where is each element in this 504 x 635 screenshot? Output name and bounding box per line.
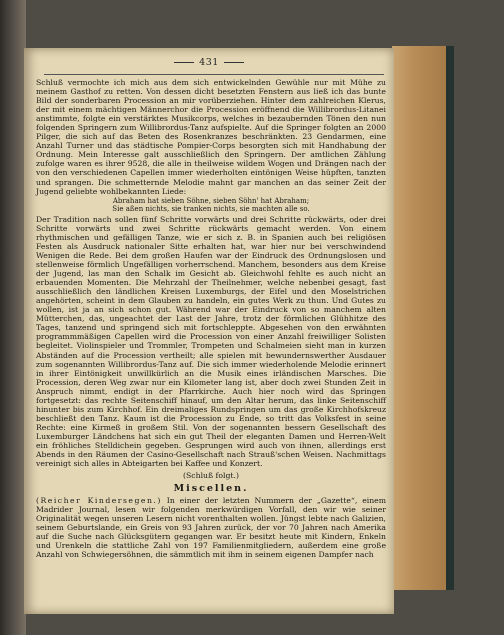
section-heading: Miscellen. [173, 483, 249, 495]
continued-note: (Schluß folgt.) [183, 471, 239, 481]
page-text [36, 78, 386, 559]
book-page-block [392, 46, 454, 590]
entry-body: In einer der letzten Nummern der „Gazette“, einem Madrider Journal, lesen wir folgenden merkwürdigen Vorfall, den wir wie seiner Originalität wegen unseren Lesern nicht vorenthalten wollen. Jüngst lebte nach Galizien, seinem Geburtslande, ein Greis von 93 Jahren zurück, der vor 70 Jahren nach Amerika auf die Suche nach Glücksgütern gegangen war. Er besitzt heute mit Kindern, Enkeln und Urenkeln die stattliche Zahl von 197 Familienmitgliedern, außerdem eine große Anzahl von Schwiegersöhnen, die sämmtlich mit ihm in seinem eigenen Dampfer nach [36, 496, 386, 560]
verse-line: Sie aßen nichts, sie tranken nichts, sie machten alle so. [112, 205, 310, 214]
header-rule [44, 74, 384, 75]
miscellany-entry [36, 496, 386, 559]
body-paragraph: Der Tradition nach sollen fünf Schritte vorwärts und drei Schritte rückwärts, oder drei Schritte vorwärts und zwei Schritte rückwärts gemacht werden. Von einem rhythmischen und gefälligen Tanze, wie er sich z. B. in Spanien auch bei religiösen Festen als Ausdruck nationaler Sitte erhalten hat, war hier nur bei verschwindend Wenigen die Rede. Bei dem großen Haufen war der Eindruck des Ordnungslosen und stellenweise förmlich Ungefälligen vorherrschend. Manchem, besonders aus dem Kreise der Jugend, las man den Schalk im Gesicht ab. Gleichwohl fehlte es auch nicht an erbauenden Momenten. Die Mehrzahl der Theilnehmer, welche nebenbei gesagt, fast ausschließlich den ländlichen Kreisen Luxemburgs, der Eifel und den Moselstrichen angehörten, scheint in dem Glauben zu handeln, ein gutes Werk zu thun. Und Gutes zu wollen, ist ja an sich schon gut. Während war der Eindruck von so manchem alten Mütterchen, das, ungeachtet der Last der Jahre, trotz der förmlichen Glühhitze des Tages, tanzend und springend sich mit fortschleppte. Abgesehen von den erwähnten programmmäßigen Capellen wird die Procession von einer Anzahl freiwilliger Solisten begleitet. Violinspieler und Trommler, Trompeten und Schalmeien sieht man in kurzen Abständen auf die Procession vertheilt; alle spielen mit bewundernswerther Ausdauer zum sogenannten Willibrordus-Tanz auf. Die sich immer wiederholende Melodie erinnert in ihrer Eintönigkeit unwillkürlich an die Musik eines irländischen Marsches. Die Procession, deren Weg zwar nur ein Kilometer lang ist, aber doch zwei Stunden Zeit in Anspruch nimmt, endigt in der Pfarrkirche. Auch hier noch wird das Springen fortgesetzt: das rechte Seitenschiff hinauf, um den Altar herum, das linke Seitenschiff hinunter bis zum Kirchhof. Ein dreimaliges Rundspringen um das große Kirchhofskreuz beschließt den Tanz. Kaum ist die Procession zu Ende, so tritt das Volksfest in seine Rechte: eine Kirmeß in großem Stil. Von der sogenannten bessern Gesellschaft des Luxemburger Ländchens hat sich ein gut Theil der eleganten Damen und Herren-Welt ein fröhliches Stelldichein gegeben. Gesprungen wird auch von ihnen, allerdings erst Abends in den Räumen der Casino-Gesellschaft nach Strauß'schen Weisen. Nachmittags vereinigt sich alles in Abteigarten bei Kaffee und Konzert. [36, 214, 386, 469]
body-paragraph: Schluß vermochte ich mich aus dem sich entwickelnden Gewühle nur mit Mühe zu meinem Gasthof zu retten. Von dessen dicht besetzten Fenstern aus ließ ich das bunte Bild der sonderbaren Procession an mir vorüberziehen. Hinter dem zahlreichen Klerus, der mit einem mächtigen Männerchor die Procession eröffnend die Willibrordus-Litanei anstimmte, folgte ein verstärktes Musikcorps, welches in bezaubernden Tönen den nun folgenden Springern zum Willibrordus-Tanz aufspielte. Auf die Springer folgten an 2000 Pilger, die sich auf das Beten des Rosenkranzes beschränkten. 23 Gendarmen, eine Anzahl Turner und das städtische Pompier-Corps besorgten sich mit Handhabung der Ordnung. Mein Interesse galt ausschließlich den Springern. Der amtlichen Zählung zufolge waren es ihrer 9528, die alle in theilweise wildem Wogen und Drängen nach der von den verschiedenen Capellen immer wiederholten eintönigen Weise hüpften, tanzten und sprangen. Die schmetternde Melodie mahnt gar manchen an das seiner Zeit der Jugend geliebte wohlbekannten Liede: [36, 78, 386, 196]
left-page-edge [0, 0, 26, 635]
quoted-verse [36, 197, 386, 214]
book-page [24, 48, 394, 614]
book-cover-edge [446, 46, 454, 590]
page-number: 431 [24, 57, 394, 68]
verse-line: Abraham hat sieben Söhne, sieben Söhn' hat Abraham; [112, 196, 310, 205]
entry-title: (Reicher Kindersegen.) [36, 496, 162, 506]
